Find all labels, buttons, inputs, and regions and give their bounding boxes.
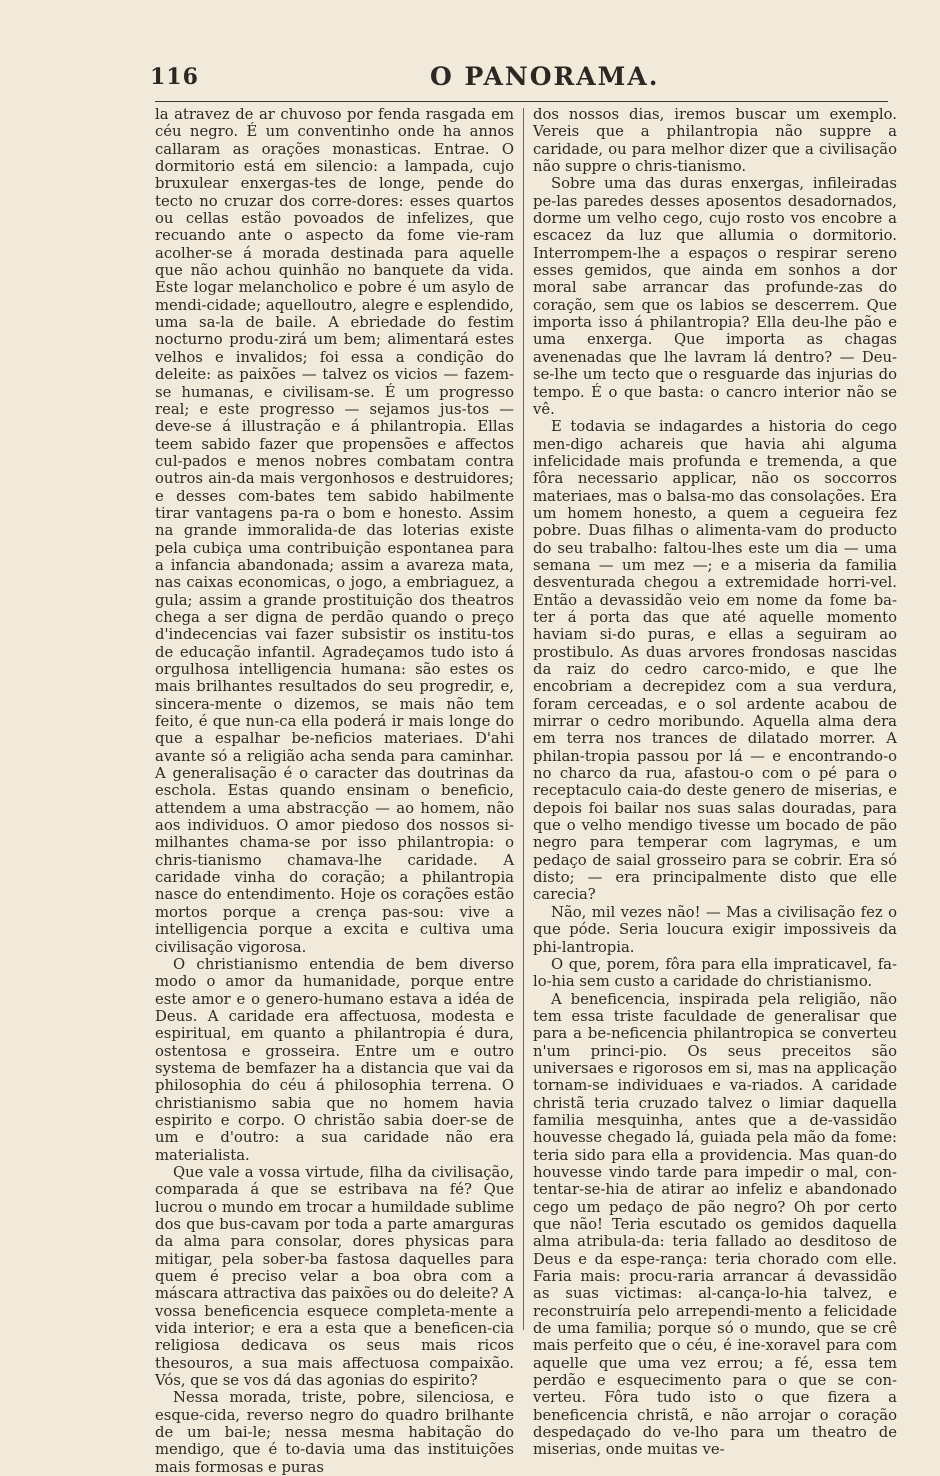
running-title: O PANORAMA. <box>430 62 660 91</box>
paragraph: A beneficencia, inspirada pela religião, não tem essa triste faculdade de generalisar que para a be-neficencia philantropica se converteu n'um princi-pio. Os seus preceitos são universaes e rigorosos em si, mas na applicação tornam-se individuaes e va-riados. A caridade christã teria cruzado talvez o limiar daquella familia mesquinha, antes que a de-vassidão houvesse chegado lá, guiada pela mão da fome: teria sido para ella a providencia. Mas quan-do houvesse vindo tarde para impedir o mal, con-tentar-se-hia de atirar ao infeliz e abandonado cego um pedaço de pão negro? Oh por certo que não! Teria escutado os gemidos daquella alma atribula-da: teria fallado ao desditoso de Deus e da espe-rança: teria chorado com elle. Faria mais: procu-raria arrancar á devassidão as suas victimas: al-cança-lo-hia talvez, e reconstruiría pelo arrependi-mento a felicidade de uma familia; porque só o mundo, que se crê mais perfeito que o céu, é ine-xoravel para com aquelle que uma vez errou; a fé, essa tem perdão e esquecimento para o que se con-verteu. Fôra tudo isto o que fizera a beneficencia christã, e não arrojar o coração despedaçado do ve-lho para um theatro de miserias, onde muitas ve- <box>533 990 897 1459</box>
paragraph: Não, mil vezes não! — Mas a civilisação fez o que póde. Seria loucura exigir impossiveis da phi-lantropia. <box>533 903 897 956</box>
column-divider <box>523 108 524 1330</box>
page-number: 116 <box>150 64 199 90</box>
page-header <box>0 58 940 98</box>
paragraph: dos nossos dias, iremos buscar um exemplo. Vereis que a philantropia não suppre a caridade, ou para melhor dizer que a civilisação não suppre o chris-tianismo. <box>533 106 897 176</box>
header-rule <box>155 101 888 102</box>
paragraph: la atravez de ar chuvoso por fenda rasgada em céu negro. É um conventinho onde ha annos callaram as orações monasticas. Entrae. O dormitorio está em silencio: a lampada, cujo bruxulear enxergas-tes de longe, pende do tecto no cruzar dos corre-dores: esses quartos ou cellas estão povoados de infelizes, que recuando ante o aspecto da fome vie-ram acolher-se á morada destinada para aquelle que não achou quinhão no banquete da vida. Este logar melancholico e pobre é um asylo de mendi-cidade; aquelloutro, alegre e esplendido, uma sa-la de baile. A ebriedade do festim nocturno produ-zirá um bem; alimentará estes velhos e invalidos; foi essa a condição do deleite: as paixões — talvez os vicios — fazem-se humanas, e civilisam-se. É um progresso real; e este progresso — sejamos jus-tos — deve-se á illustração e á philantropia. Ellas teem sabido fazer que propensões e affectos cul-pados e menos nobres combatam contra outros ain-da mais vergonhosos e destruidores; e desses com-bates tem sabido habilmente tirar vantagens pa-ra o bom e honesto. Assim na grande immoralida-de das loterias existe pela cubiça uma contribuição espontanea para a infancia abandonada; assim a avareza mata, nas caixas economicas, o jogo, a embriaguez, a gula; assim a grande prostituição dos theatros chega a ser digna de perdão quando o preço d'indecencias vai fazer subsistir os institu-tos de educação infantil. Agradeçamos tudo isto á orgulhosa intelligencia humana: são estes os mais brilhantes resultados do seu progredir, e, sincera-mente o dizemos, se mais não tem feito, é que nun-ca ella poderá ir mais longe do que a espalhar be-neficios materiaes. D'ahi avante só a religião acha senda para caminhar. A generalisação é o caracter das doutrinas da eschola. Estas quando ensinam o beneficio, attendem a uma abstracção — ao homem, não aos individuos. O amor piedoso dos nossos si-milhantes chama-se por isso philantropia: o chris-tianismo chamava-lhe caridade. A caridade vinha do coração; a philantropia nasce do entendimento. Hoje os corações estão mortos porque a crença pas-sou: vive a intelligencia porque a excita e cultiva uma civilisação vigorosa. <box>155 106 514 956</box>
left-column <box>155 106 514 1476</box>
paragraph: Nessa morada, triste, pobre, silenciosa, e esque-cida, reverso negro do quadro brilhante de um bai-le; nessa mesma habitação do mendigo, que é to-davia uma das instituições mais formosas e puras <box>155 1389 514 1476</box>
right-column <box>533 106 897 1459</box>
paragraph: Sobre uma das duras enxergas, infileiradas pe-las paredes desses aposentos desadornados, dorme um velho cego, cujo rosto vos encobre a escacez da luz que allumia o dormitorio. Interrompem-lhe a espaços o respirar sereno esses gemidos, que ainda em sonhos a dor moral sabe arrancar das profunde-zas do coração, sem que os labios se descerrem. Que importa isso á philantropia? Ella deu-lhe pão e uma enxerga. Que importa as chagas avenenadas que lhe lavram lá dentro? — Deu-se-lhe um tecto que o resguarde das injurias do tempo. É o que basta: o cancro interior não se vê. <box>533 175 897 418</box>
paragraph: O christianismo entendia de bem diverso modo o amor da humanidade, porque entre este amor e o genero-humano estava a idéa de Deus. A caridade era affectuosa, modesta e espiritual, em quanto a philantropia é dura, ostentosa e grosseira. Entre um e outro systema de bemfazer ha a distancia que vai da philosophia do céu á philosophia terrena. O christianismo sabia que no homem havia espirito e corpo. O christão sabia doer-se de um e d'outro: a sua caridade não era materialista. <box>155 955 514 1164</box>
paragraph: Que vale a vossa virtude, filha da civilisação, comparada á que se estribava na fé? Que lucrou o mundo em trocar a humildade sublime dos que bus-cavam por toda a parte amarguras da alma para consolar, dores physicas para mitigar, pela sober-ba fastosa daquelles para quem é preciso velar a boa obra com a máscara attractiva das paixões ou do deleite? A vossa beneficencia esquece completa-mente a vida interior; e era a esta que a beneficen-cia religiosa dedicava os seus mais ricos thesouros, a sua mais affectuosa compaixão. Vós, que se vos dá das agonias do espirito? <box>155 1163 514 1390</box>
paragraph: O que, porem, fôra para ella impraticavel, fa-lo-hia sem custo a caridade do christianismo. <box>533 955 897 991</box>
paragraph: E todavia se indagardes a historia do cego men-digo achareis que havia ahi alguma infelicidade mais profunda e tremenda, a que fôra necessario applicar, não os soccorros materiaes, mas o balsa-mo das consolações. Era um homem honesto, a quem a cegueira fez pobre. Duas filhas o alimenta-vam do producto do seu trabalho: faltou-lhes este um dia — uma semana — um mez —; e a miseria da familia desventurada chegou a extremidade horri-vel. Então a devassidão veio em nome da fome ba-ter á porta das que até aquelle momento haviam si-do puras, e ellas a seguiram ao prostibulo. As duas arvores frondosas nascidas da raiz do cedro carco-mido, e que lhe encobriam a decrepidez com a sua verdura, foram cerceadas, e o sol ardente acabou de mirrar o cedro moribundo. Aquella alma dera em terra nos trances de dilatado morrer. A philan-tropia passou por lá — e encontrando-o no charco da rua, afastou-o com o pé para o receptaculo caia-do deste genero de miserias, e depois foi bailar nos suas salas douradas, para que o velho mendigo tivesse um bocado de pão negro para temperar com lagrymas, e um pedaço de saial grosseiro para se cobrir. Era só disto; — era principalmente disto que elle carecia? <box>533 418 897 904</box>
